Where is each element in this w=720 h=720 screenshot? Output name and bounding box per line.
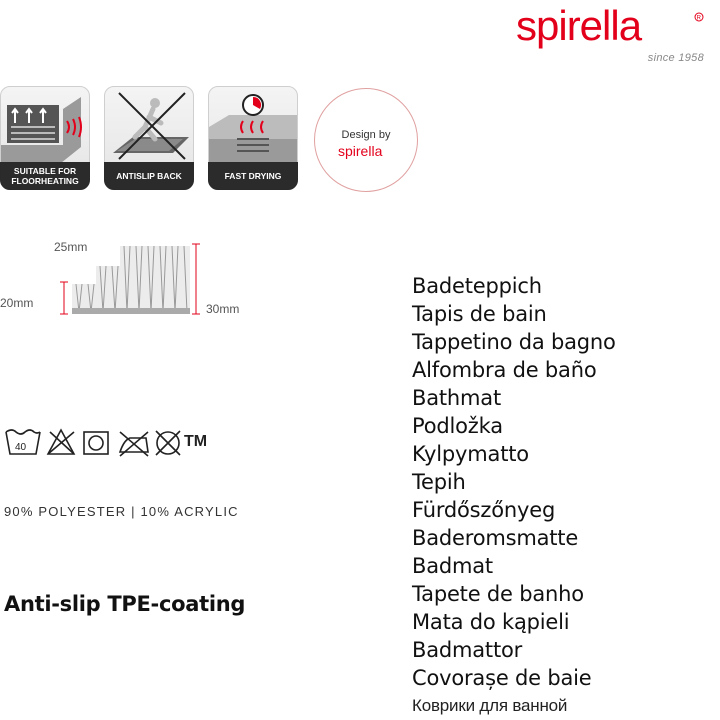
product-name-ro: Covorașe de baie xyxy=(412,666,592,690)
product-name-es: Alfombra de baño xyxy=(412,358,597,382)
care-symbols xyxy=(4,424,224,458)
feature-caption: FAST DRYING xyxy=(208,162,298,190)
feature-antislip xyxy=(104,86,194,190)
svg-text:spirella: spirella xyxy=(338,143,383,159)
svg-text:R: R xyxy=(696,15,701,22)
feature-fast-drying xyxy=(208,86,298,190)
design-by-badge xyxy=(314,88,418,192)
no-dry-clean-icon xyxy=(156,431,180,455)
product-name-it: Tappetino da bagno xyxy=(412,330,616,354)
tumble-dry-icon xyxy=(84,432,108,454)
design-logo xyxy=(337,143,397,161)
dim-top-label: 25mm xyxy=(54,240,88,254)
product-name-hu: Fürdőszőnyeg xyxy=(412,498,556,522)
coating-label: Anti-slip TPE-coating xyxy=(4,592,246,616)
product-name-cs: Podložka xyxy=(412,414,503,438)
material-composition: 90% POLYESTER | 10% ACRYLIC xyxy=(4,504,239,519)
product-name-pl: Mata do kąpieli xyxy=(412,610,570,634)
product-name-de: Badeteppich xyxy=(412,274,542,298)
brand-since: since 1958 xyxy=(647,52,704,64)
product-name-ru: Коврики для ванной xyxy=(412,696,568,715)
product-name-nl: Badmat xyxy=(412,554,493,578)
product-name-no: Baderomsmatte xyxy=(412,526,579,550)
product-name-pt: Tapete de banho xyxy=(412,582,584,606)
design-by-label: Design by xyxy=(341,129,391,141)
dim-right-label: 30mm xyxy=(206,302,240,316)
brand-header xyxy=(512,0,712,70)
pile-dimensions-diagram xyxy=(0,232,240,324)
no-iron-icon xyxy=(120,432,148,456)
svg-text:40: 40 xyxy=(15,442,27,453)
svg-text:spirella: spirella xyxy=(516,2,642,49)
pile-diagram xyxy=(0,232,240,324)
no-bleach-icon xyxy=(48,430,74,454)
floorheating-icon xyxy=(1,87,89,163)
product-name-en: Bathmat xyxy=(412,386,501,410)
product-names-list xyxy=(412,272,712,720)
feature-floorheating xyxy=(0,86,90,190)
fast-drying-icon xyxy=(209,87,297,163)
product-name-fr: Tapis de bain xyxy=(412,302,547,326)
product-name-hr: Tepih xyxy=(412,470,466,494)
dim-left-label: 20mm xyxy=(0,296,34,310)
svg-text:TM: TM xyxy=(184,433,208,450)
feature-caption: ANTISLIP BACK xyxy=(104,162,194,190)
spirella-logo xyxy=(512,2,708,50)
product-name-fi: Kylpymatto xyxy=(412,442,529,466)
product-name-sv: Badmattor xyxy=(412,638,523,662)
feature-caption: SUITABLE FOR FLOORHEATING xyxy=(0,162,90,190)
antislip-icon xyxy=(105,87,193,163)
